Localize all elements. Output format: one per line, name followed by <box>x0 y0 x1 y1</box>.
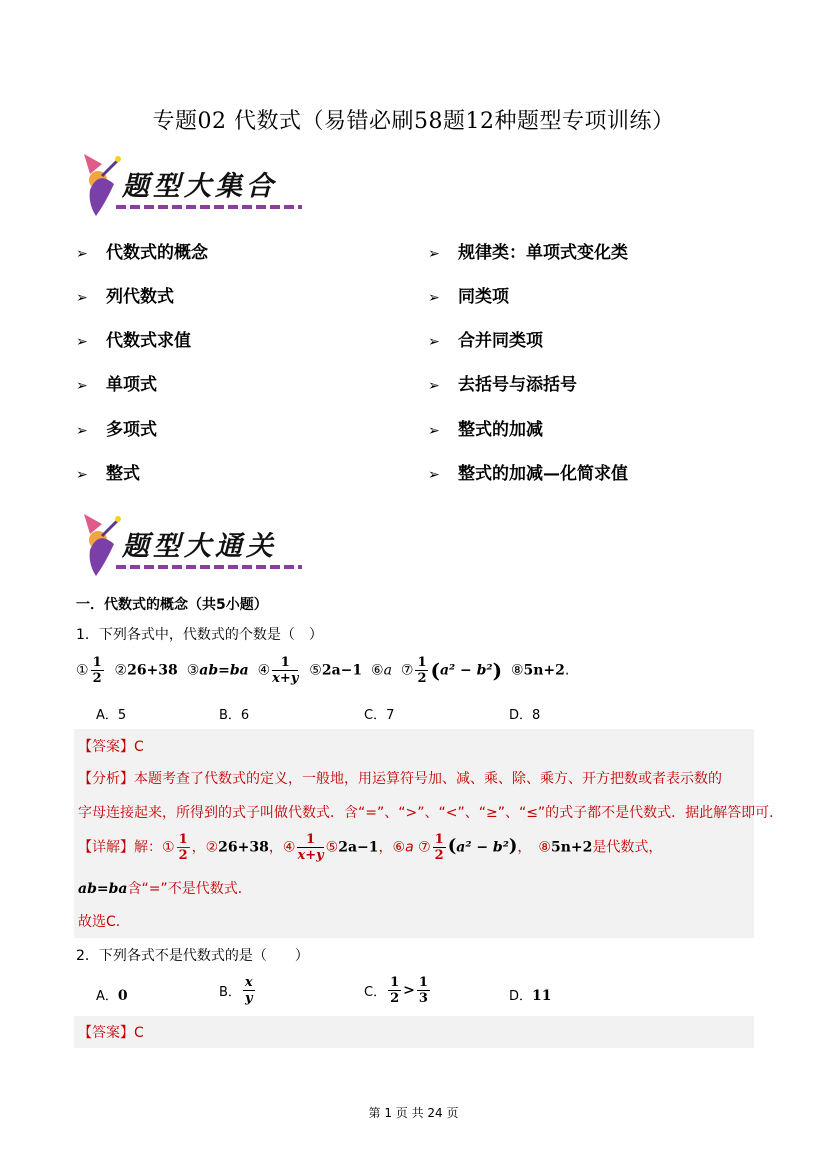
answer-box <box>74 1016 754 1048</box>
arrow-right-icon: ➢ <box>428 423 440 439</box>
detail-line-2: ab=ba含“=”不是代数式． <box>78 881 252 897</box>
detail-line: 【详解】解：① $\frac{1}{2}$ ，②26+38，④ $\frac{1}{x+y}$ ⑤2a−1，⑥a ⑦ $\frac{1}{2}$ (a² − b²)， ⑧5n+2是代数式， <box>78 832 663 863</box>
analysis-line: 【分析】本题考查了代数式的定义，一般地，用运算符号加、减、乘、除、乘方、开方把数或者表示数的 <box>78 771 722 787</box>
option-c[interactable]: C．7 <box>364 708 395 723</box>
banner-title: 题型大通关 <box>122 531 277 562</box>
arrow-right-icon: ➢ <box>76 467 88 483</box>
fraction: $\frac{1}{2}$ <box>417 655 427 686</box>
toc-item: ➢ 整式的加减—化简求值 <box>428 462 628 486</box>
section-heading: 一．代数式的概念（共5小题） <box>76 597 268 613</box>
toc-item: ➢ 列代数式 <box>76 285 174 309</box>
answer-line: 【答案】C <box>78 1025 144 1041</box>
arrow-right-icon: ➢ <box>428 290 440 306</box>
arrow-right-icon: ➢ <box>428 467 440 483</box>
fraction: $\frac{1}{2}$ <box>92 655 102 686</box>
option-a[interactable]: A．5 <box>96 708 127 723</box>
wizard-logo-icon <box>76 510 126 580</box>
toc-item: ➢ 整式 <box>76 462 140 486</box>
answer-line: 【答案】C <box>78 739 144 755</box>
question-2-stem: 2．下列各式不是代数式的是（ ） <box>76 948 309 964</box>
arrow-right-icon: ➢ <box>76 334 88 350</box>
toc-item: ➢ 多项式 <box>76 418 157 442</box>
toc-item: ➢ 单项式 <box>76 373 157 397</box>
arrow-right-icon: ➢ <box>76 246 88 262</box>
banner-underline <box>116 565 302 569</box>
arrow-right-icon: ➢ <box>76 423 88 439</box>
banner-underline <box>116 205 302 209</box>
toc-item: ➢ 合并同类项 <box>428 329 543 353</box>
toc-item: ➢ 规律类：单项式变化类 <box>428 241 628 265</box>
option-b[interactable]: B． $\frac{x}{y}$ <box>219 975 253 1006</box>
toc-item: ➢ 代数式求值 <box>76 329 191 353</box>
section-banner-collection <box>76 150 308 220</box>
option-b[interactable]: B．6 <box>219 708 250 723</box>
page-title: 专题02 代数式（易错必刷58题12种题型专项训练） <box>152 109 675 134</box>
option-d[interactable]: D．8 <box>509 708 541 723</box>
toc-item: ➢ 整式的加减 <box>428 418 543 442</box>
option-a[interactable]: A．0 <box>96 988 128 1004</box>
option-d[interactable]: D．11 <box>509 988 552 1004</box>
wizard-logo-icon <box>76 150 126 220</box>
analysis-line-2: 字母连接起来，所得到的式子叫做代数式．含“=”、“>”、“<”、“≥”、“≤”的式子都不是代数式．据此解答即可． <box>78 805 784 821</box>
conclusion-line: 故选C． <box>78 914 130 930</box>
question-1-expressions: ① $\frac{1}{2}$ ②26+38 ③ab=ba ④ $\frac{1}{x+y}$ ⑤2a−1 ⑥a ⑦ $\frac{1}{2}$ (a² − b²) ⑧5n+2. <box>76 655 570 686</box>
toc-item: ➢ 同类项 <box>428 285 509 309</box>
option-c[interactable]: C． $\frac{1}{2}$ > $\frac{1}{3}$ <box>364 975 428 1006</box>
arrow-right-icon: ➢ <box>76 378 88 394</box>
toc-item: ➢ 代数式的概念 <box>76 241 208 265</box>
arrow-right-icon: ➢ <box>428 378 440 394</box>
page-footer: 第 1 页 共 24 页 <box>368 1106 459 1120</box>
arrow-right-icon: ➢ <box>428 334 440 350</box>
toc-item: ➢ 去括号与添括号 <box>428 373 577 397</box>
banner-title: 题型大集合 <box>122 171 277 202</box>
arrow-right-icon: ➢ <box>76 290 88 306</box>
arrow-right-icon: ➢ <box>428 246 440 262</box>
section-banner-practice <box>76 510 308 580</box>
fraction: $\frac{1}{x+y}$ <box>272 655 299 686</box>
question-1-stem: 1．下列各式中，代数式的个数是（ ） <box>76 627 323 643</box>
